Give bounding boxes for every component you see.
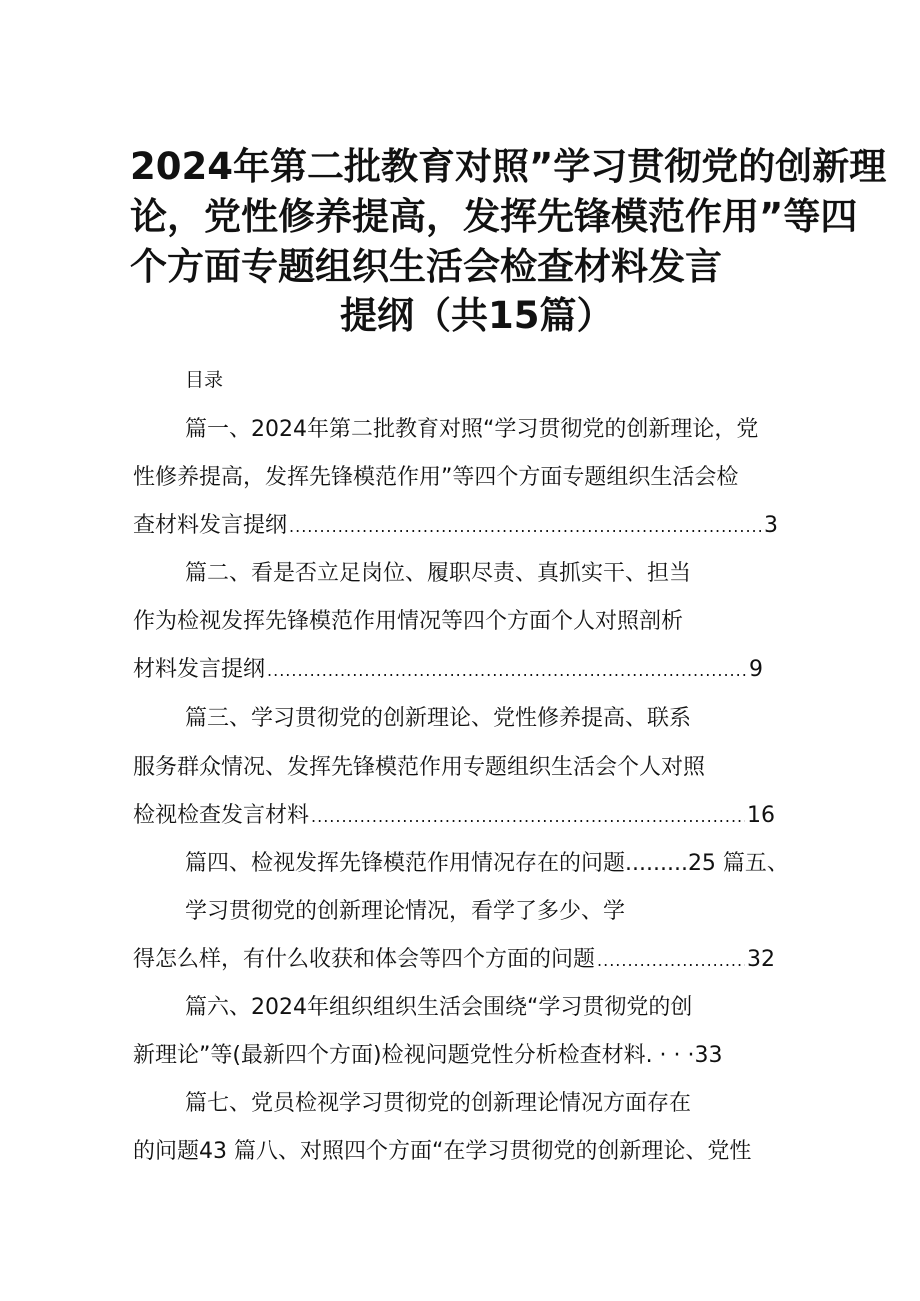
toc-entry-6-line-1: 篇六、2024年组织组织生活会围绕“学习贯彻党的创 (185, 995, 693, 1020)
toc-entry-2-line-1: 篇二、看是否立足岗位、履职尽责、真抓实干、担当 (185, 561, 692, 586)
toc-entry-2-line-2: 作为检视发挥先锋模范作用情况等四个方面个人对照剖析 (133, 609, 684, 634)
toc-entry-5-line-1: 学习贯彻党的创新理论情况，看学了多少、学 (185, 899, 626, 924)
toc-entry-2-text: 材料发言提纲 (133, 657, 266, 682)
toc-leader-dots (597, 943, 745, 978)
toc-leader-dots (267, 653, 747, 688)
toc-entry-5-text: 得怎么样，有什么收获和体会等四个方面的问题 (133, 947, 596, 972)
toc-entry-6-page: 33 (694, 1043, 723, 1068)
toc-entry-3-line-2: 服务群众情况、发挥先锋模范作用专题组织生活会个人对照 (133, 755, 706, 780)
toc-entry-7-line-1: 篇七、党员检视学习贯彻党的创新理论情况方面存在 (185, 1091, 692, 1116)
toc-heading: 目录 (185, 369, 224, 391)
toc-entry-5-line-2[interactable] (133, 943, 775, 978)
toc-entry-7-line-2[interactable]: 的问题43 篇八、对照四个方面“在学习贯彻党的创新理论、党性 (133, 1139, 752, 1164)
document-title-line-1: 2024年第二批教育对照”学习贯彻党的创新理 (130, 145, 887, 188)
toc-leader-dots (311, 799, 745, 834)
toc-entry-5-page: 32 (747, 947, 775, 972)
toc-entry-3-page: 16 (747, 803, 775, 828)
toc-leader-dots (289, 509, 762, 544)
document-title-line-2: 论，党性修养提高，发挥先锋模范作用”等四 (130, 195, 858, 238)
toc-entry-1-line-1: 篇一、2024年第二批教育对照“学习贯彻党的创新理论，党 (185, 417, 759, 442)
document-title-line-3: 个方面专题组织生活会检查材料发言 (130, 245, 722, 288)
toc-entry-1-line-3[interactable] (133, 509, 778, 544)
toc-entry-2-page: 9 (749, 657, 763, 682)
toc-entry-1-line-2: 性修养提高，发挥先锋模范作用”等四个方面专题组织生活会检 (133, 465, 739, 490)
toc-entry-2-line-3[interactable] (133, 653, 763, 688)
toc-entry-1-text: 查材料发言提纲 (133, 513, 288, 538)
toc-entry-6-line-2[interactable] (133, 1039, 793, 1073)
toc-entry-4-line-1[interactable]: 篇四、检视发挥先锋模范作用情况存在的问题.........25 篇五、 (185, 851, 789, 876)
toc-entry-1-page: 3 (764, 513, 778, 538)
toc-entry-6-text: 新理论”等(最新四个方面)检视问题党性分析检查材料. · · · (133, 1043, 695, 1068)
toc-entry-3-text: 检视检查发言材料 (133, 803, 310, 828)
document-title-line-4: 提纲（共15篇） (340, 294, 614, 337)
toc-entry-3-line-3[interactable] (133, 799, 775, 834)
toc-entry-3-line-1: 篇三、学习贯彻党的创新理论、党性修养提高、联系 (185, 706, 692, 731)
